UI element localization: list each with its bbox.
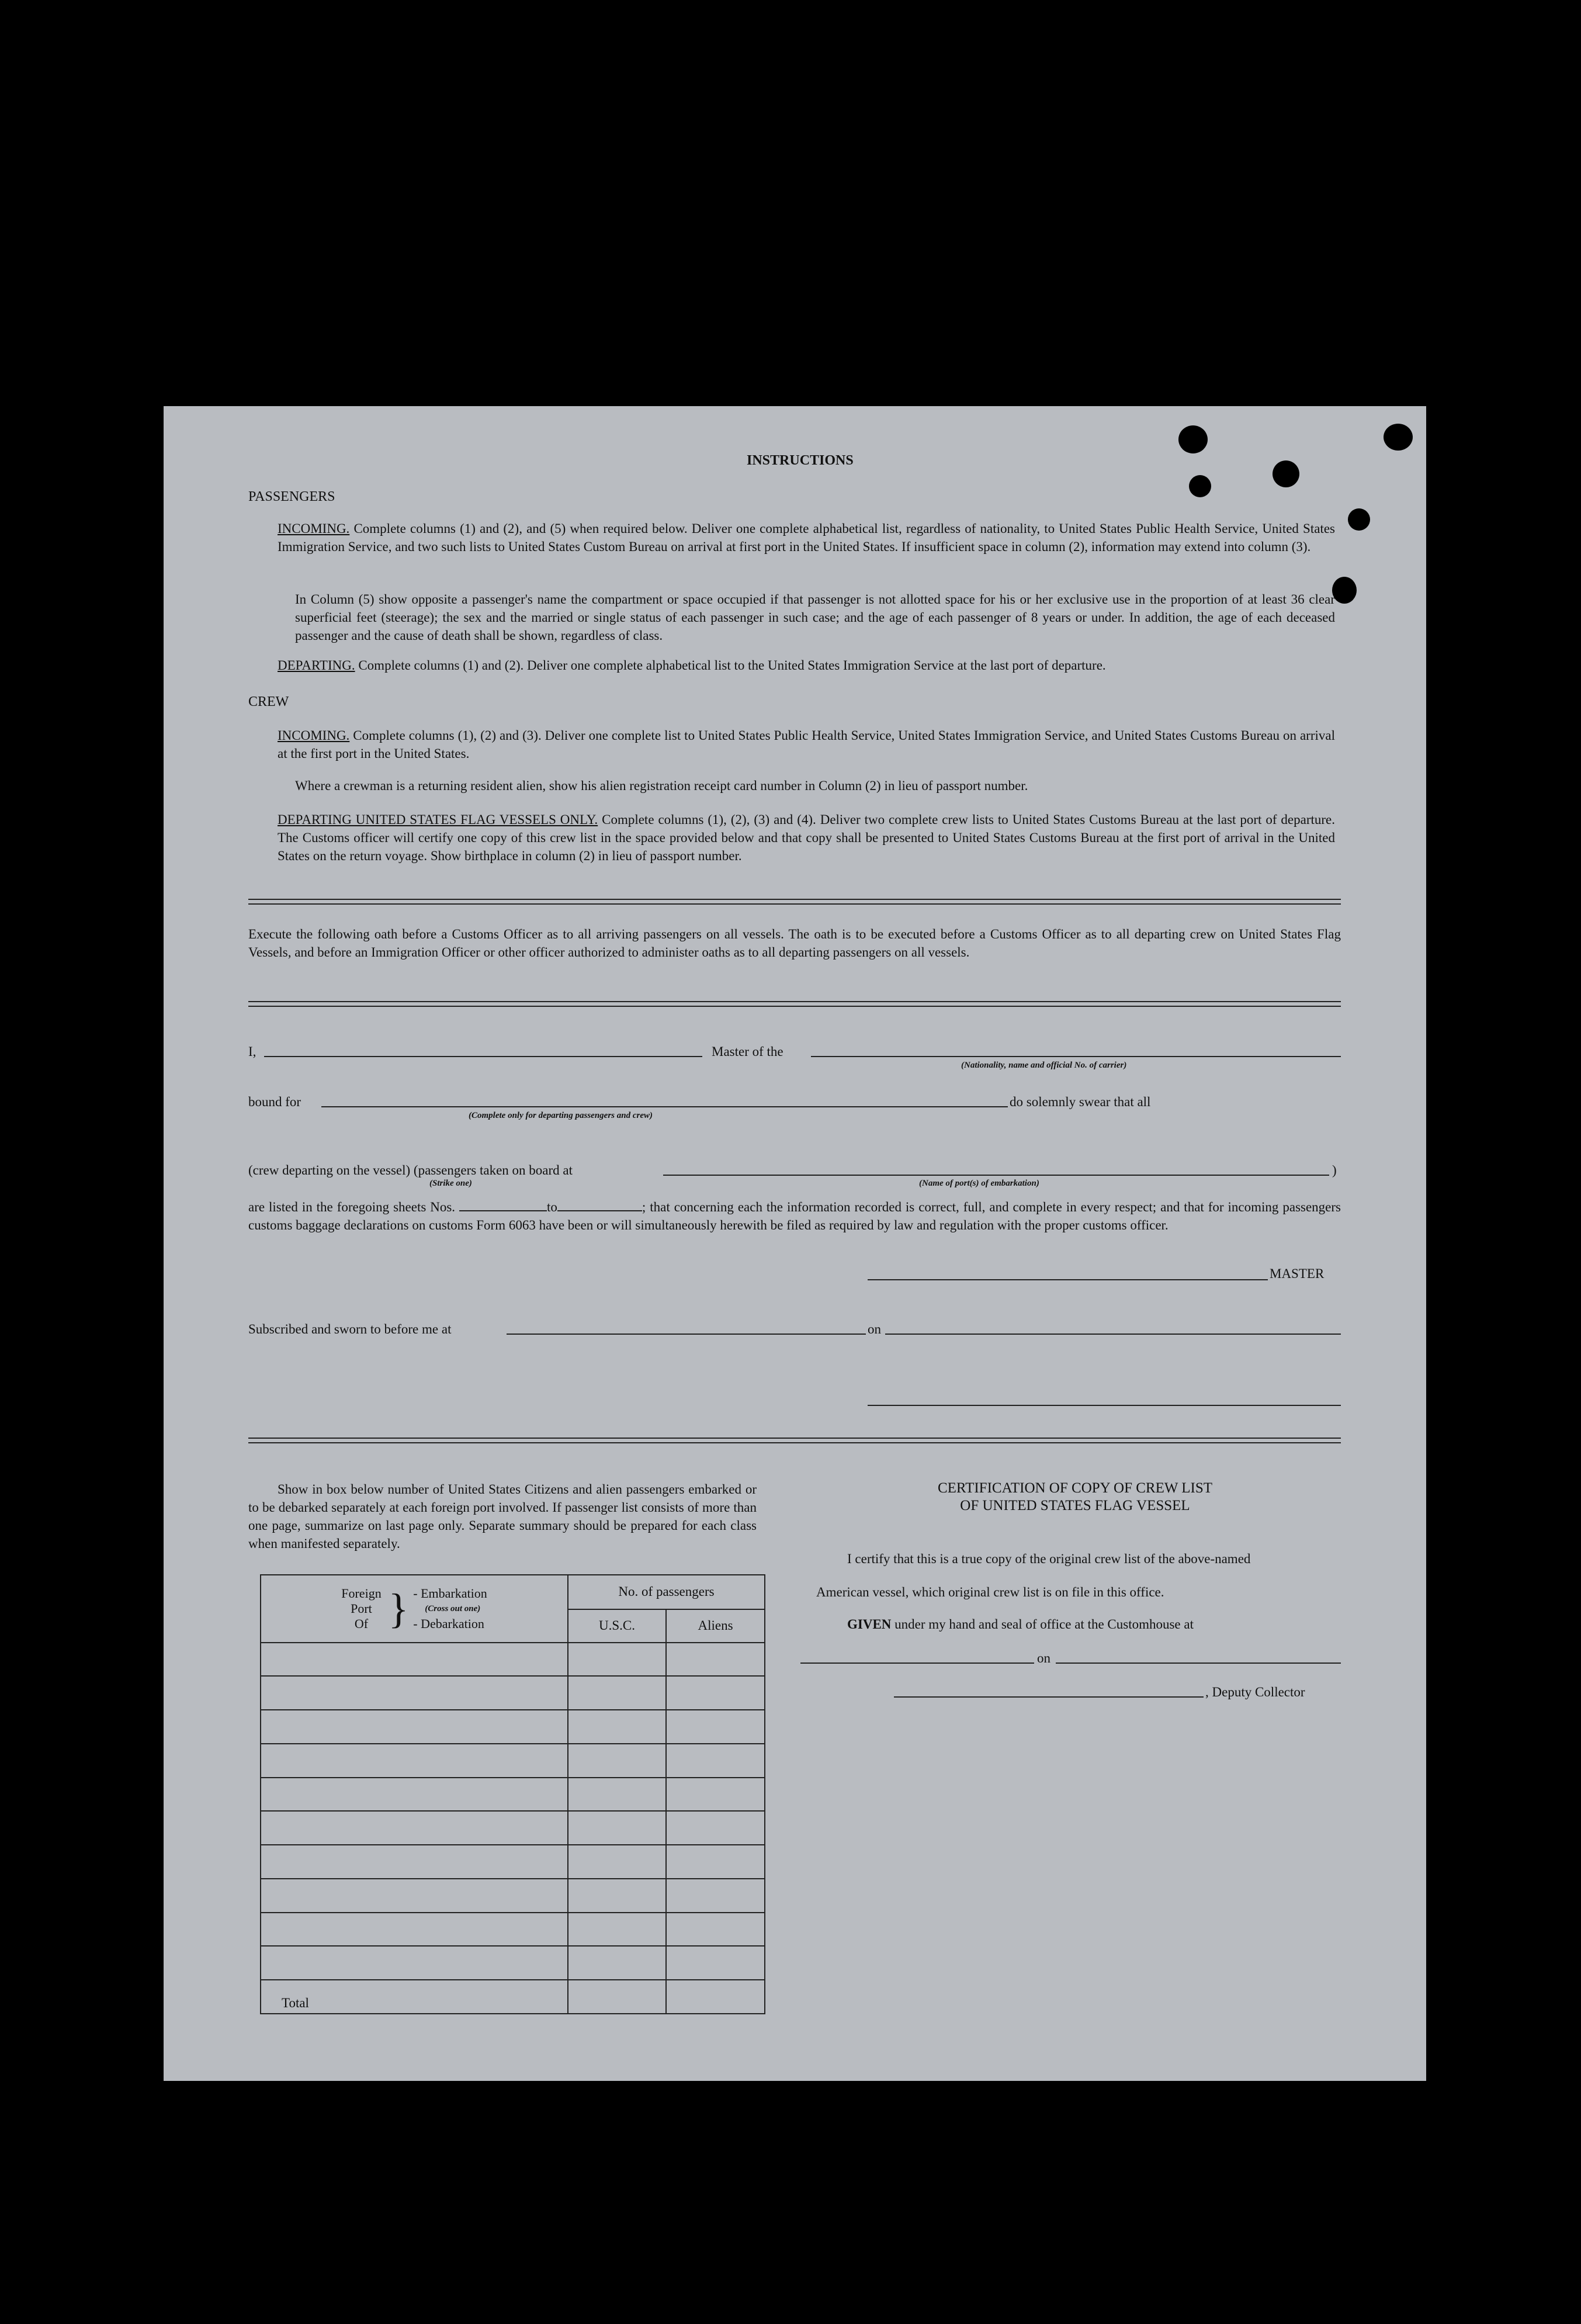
sheet-from-field[interactable] <box>459 1199 547 1211</box>
passenger-summary-table <box>260 1574 765 2014</box>
summary-intro-paragraph: Show in box below number of United States Citizens and alien passengers embarked or to be debarked separately at each foreign port involved. If passenger list consists of more than one page, summarize on last page only. Separate summary should be prepared for each class when manifested separately. <box>248 1482 757 1551</box>
port-cell[interactable] <box>261 1811 568 1845</box>
strike-one-note: (Strike one) <box>429 1179 472 1188</box>
customhouse-field[interactable] <box>800 1663 1034 1664</box>
master-signature-field[interactable] <box>868 1279 1268 1280</box>
aliens-cell[interactable] <box>666 1643 765 1677</box>
section-divider <box>248 899 1341 905</box>
passengers-column5-paragraph: In Column (5) show opposite a passenger's name the compartment or space occupied if that passenger is not allotted space for his or her exclusive use in the proportion of at least 36 clear superficial feet (steerage); the sex and the married or single status of each passenger in such case; and the age of each passenger of 8 years or under. In addition, the age of each deceased passenger and the cause of death shall be shown, regardless of class. <box>295 592 1335 643</box>
sworn-location-field[interactable] <box>507 1334 866 1335</box>
aliens-cell[interactable] <box>666 1913 765 1947</box>
sworn-date-field[interactable] <box>885 1334 1341 1335</box>
passengers-departing-paragraph <box>278 656 1335 674</box>
table-row <box>261 1811 765 1845</box>
usc-cell[interactable] <box>568 1710 666 1744</box>
punch-hole <box>1332 577 1357 604</box>
listed-text-a: are listed in the foregoing sheets Nos. <box>248 1200 456 1214</box>
table-row <box>261 1676 765 1710</box>
aliens-cell[interactable] <box>666 1778 765 1812</box>
oath-intro-paragraph: Execute the following oath before a Customs Officer as to all arriving passengers on all vessels. The oath is to be executed before a Customs Officer as to all departing crew on United States Flag Vessels, and before an Immigration Officer or other officer authorized to administer oaths as to all departing passengers on all vessels. <box>248 927 1341 960</box>
punch-hole <box>1178 425 1208 453</box>
complete-only-note: (Complete only for departing passengers and crew) <box>469 1111 653 1120</box>
aliens-cell[interactable] <box>666 1676 765 1710</box>
passengers-departing-text: Complete columns (1) and (2). Deliver one complete alphabetical list to the United States Immigration Service at the last port of departure. <box>355 658 1106 673</box>
port-embarkation-field[interactable] <box>663 1175 1329 1176</box>
no-passengers-header: No. of passengers <box>568 1575 765 1609</box>
debarkation-label: - Debarkation <box>413 1616 484 1631</box>
usc-cell[interactable] <box>568 1913 666 1947</box>
table-row <box>261 1946 765 1980</box>
port-cell[interactable] <box>261 1676 568 1710</box>
embarkation-label: - Embarkation <box>413 1585 487 1601</box>
oath-i-label: I, <box>248 1044 256 1059</box>
deputy-collector-label: , Deputy Collector <box>1205 1685 1305 1699</box>
aliens-cell[interactable] <box>666 1845 765 1879</box>
total-row <box>261 1980 765 2014</box>
punch-hole <box>1273 460 1299 487</box>
port-cell[interactable] <box>261 1744 568 1778</box>
punch-hole <box>1189 475 1211 497</box>
table-row <box>261 1845 765 1879</box>
port-cell[interactable] <box>261 1710 568 1744</box>
port-cell[interactable] <box>261 1845 568 1879</box>
table-row <box>261 1643 765 1677</box>
certify-text: I certify that this is a true copy of the original crew list of the above-named <box>847 1551 1251 1566</box>
cert-date-field[interactable] <box>1056 1663 1341 1664</box>
section-divider <box>248 1438 1341 1443</box>
port-cell[interactable] <box>261 1913 568 1947</box>
table-row <box>261 1744 765 1778</box>
crew-incoming-text: Complete columns (1), (2) and (3). Deliver one complete list to United States Public Health Service, United States Immigration Service, and United States Customs Bureau on arrival at the first port in the United States. <box>278 728 1335 761</box>
crew-departing-label: DEPARTING UNITED STATES FLAG VESSELS ONLY. <box>278 812 598 827</box>
bound-for-label: bound for <box>248 1095 301 1109</box>
sworn-on-label: on <box>868 1322 881 1336</box>
aliens-cell[interactable] <box>666 1946 765 1980</box>
aliens-cell[interactable] <box>666 1744 765 1778</box>
crew-resident-paragraph: Where a crewman is a returning resident alien, show his alien registration receipt card number in Column (2) in lieu of passport number. <box>295 778 1028 793</box>
punch-hole <box>1348 508 1370 531</box>
punch-hole <box>1384 424 1413 451</box>
aliens-cell[interactable] <box>666 1710 765 1744</box>
table-row <box>261 1879 765 1913</box>
deputy-signature-field[interactable] <box>894 1696 1204 1698</box>
crew-incoming-paragraph <box>278 726 1335 763</box>
given-text <box>847 1617 1194 1632</box>
crew-departing-text: Complete columns (1), (2), (3) and (4). Deliver two complete crew lists to United States Customs Bureau at the last port of departure. The Customs officer will certify one copy of this crew list in the space provided below and that copy shall be presented to United States Customs Bureau at the first port of arrival in the United States on the return voyage. Show birthplace in column (2) in lieu of passport number. <box>278 812 1335 863</box>
table-row <box>261 1913 765 1947</box>
usc-header: U.S.C. <box>568 1609 666 1643</box>
crew-departing-paragraph <box>278 811 1335 865</box>
usc-cell[interactable] <box>568 1643 666 1677</box>
usc-cell[interactable] <box>568 1744 666 1778</box>
table-row <box>261 1710 765 1744</box>
usc-cell[interactable] <box>568 1778 666 1812</box>
usc-total-cell[interactable] <box>568 1980 666 2014</box>
port-cell[interactable] <box>261 1879 568 1913</box>
master-of-label: Master of the <box>712 1044 783 1059</box>
port-cell[interactable] <box>261 1778 568 1812</box>
of-label: Of <box>354 1616 369 1631</box>
table-row <box>261 1778 765 1812</box>
usc-cell[interactable] <box>568 1811 666 1845</box>
bound-for-field[interactable] <box>321 1106 1008 1107</box>
passengers-incoming-label: INCOMING. <box>278 521 350 536</box>
instructions-title: INSTRUCTIONS <box>747 453 854 468</box>
aliens-total-cell[interactable] <box>666 1980 765 2014</box>
cert-on-label: on <box>1037 1651 1050 1665</box>
carrier-field[interactable] <box>811 1056 1341 1057</box>
subscribed-label: Subscribed and sworn to before me at <box>248 1322 452 1336</box>
vessel-text: American vessel, which original crew list is on file in this office. <box>816 1585 1164 1599</box>
close-paren: ) <box>1332 1163 1337 1177</box>
port-label: Port <box>351 1601 372 1616</box>
certification-title-line2: OF UNITED STATES FLAG VESSEL <box>960 1498 1190 1513</box>
sheet-to-field[interactable] <box>557 1199 642 1211</box>
usc-cell[interactable] <box>568 1946 666 1980</box>
certification-title-line1: CERTIFICATION OF COPY OF CREW LIST <box>937 1480 1213 1496</box>
crew-heading: CREW <box>248 694 289 709</box>
swear-label: do solemnly swear that all <box>1010 1095 1151 1109</box>
crew-passengers-label: (crew departing on the vessel) (passengers taken on board at <box>248 1163 573 1177</box>
aliens-cell[interactable] <box>666 1811 765 1845</box>
passengers-departing-label: DEPARTING. <box>278 658 355 673</box>
officer-signature-field[interactable] <box>868 1405 1341 1406</box>
foreign-port-header: Foreign Port Of } - Embarkation (Cross out one) - Debarkation <box>261 1575 568 1643</box>
passengers-incoming-text: Complete columns (1) and (2), and (5) when required below. Deliver one complete alphabetical list, regardless of nationality, to United States Public Health Service, United States Immigration Service, and two such lists to United States Custom Bureau on arrival at first port in the United States. If insufficient space in column (2), information may extend into column (3). <box>278 521 1335 554</box>
listed-to-label: to <box>547 1200 557 1214</box>
crew-incoming-label: INCOMING. <box>278 728 350 743</box>
aliens-header: Aliens <box>666 1609 765 1643</box>
listed-text-b: ; that concerning each the information recorded is correct, full, and complete in every respect; and that for incoming passengers customs baggage declarations on customs Form 6063 have been or will simultaneously herewith be filed as required by law and regulation with the proper customs officer. <box>248 1200 1341 1232</box>
foreign-label: Foreign <box>341 1585 382 1601</box>
port-note: (Name of port(s) of embarkation) <box>919 1179 1039 1188</box>
nationality-note: (Nationality, name and official No. of carrier) <box>961 1061 1127 1070</box>
given-bold: GIVEN <box>847 1617 892 1632</box>
cross-out-note: (Cross out one) <box>425 1603 481 1613</box>
usc-cell[interactable] <box>568 1879 666 1913</box>
section-divider <box>248 1001 1341 1007</box>
master-name-field[interactable] <box>264 1056 702 1057</box>
listed-paragraph <box>248 1198 1341 1234</box>
port-cell[interactable] <box>261 1643 568 1677</box>
passengers-heading: PASSENGERS <box>248 489 335 504</box>
aliens-cell[interactable] <box>666 1879 765 1913</box>
usc-cell[interactable] <box>568 1676 666 1710</box>
usc-cell[interactable] <box>568 1845 666 1879</box>
total-label: Total <box>261 1980 568 2014</box>
master-label: MASTER <box>1270 1266 1325 1281</box>
passengers-incoming-paragraph <box>278 519 1335 556</box>
port-cell[interactable] <box>261 1946 568 1980</box>
given-rest: under my hand and seal of office at the Customhouse at <box>891 1617 1194 1632</box>
